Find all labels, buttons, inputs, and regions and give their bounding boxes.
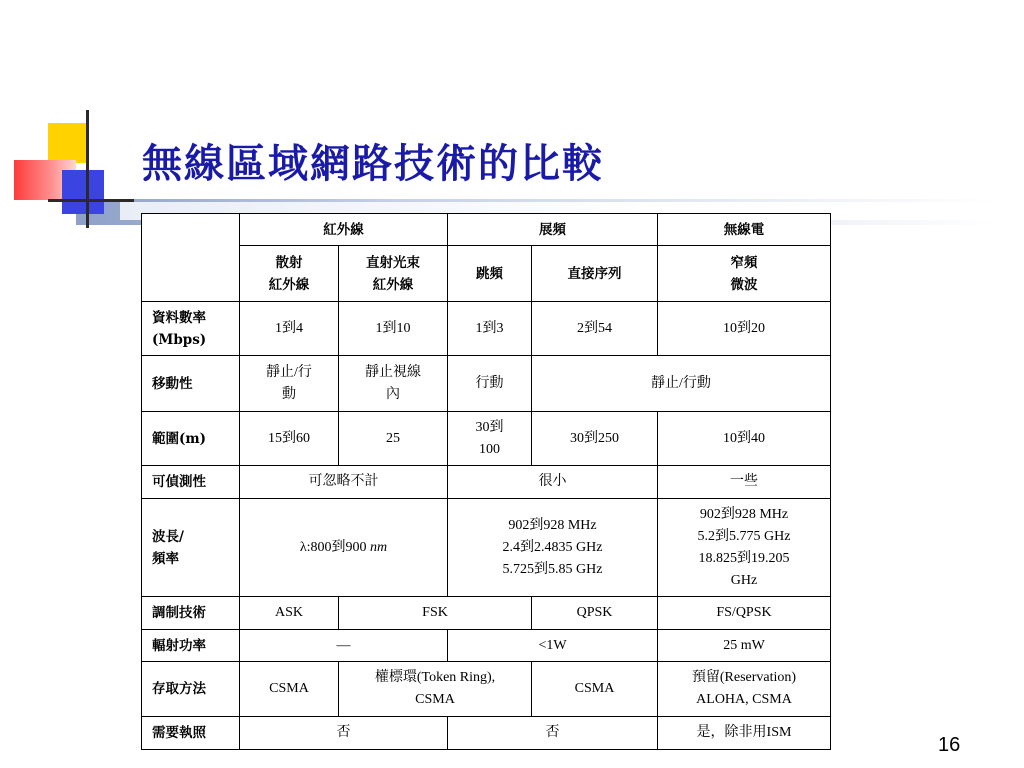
- wavelength-value: λ:800到900: [299, 539, 371, 555]
- row-label-range: 範圍(m): [142, 412, 240, 466]
- cell: 2到54: [532, 302, 658, 356]
- row-label-modulation: 調制技術: [142, 597, 240, 630]
- cell: CSMA: [532, 662, 658, 717]
- cell: 可忽略不計: [240, 466, 448, 499]
- table-row: [142, 214, 831, 246]
- cell: 靜止/行 動: [240, 356, 339, 412]
- cell: QPSK: [532, 597, 658, 630]
- row-label-detectability: 可偵測性: [142, 466, 240, 499]
- row-label-data-rate: 資料數率 (Mbps): [142, 302, 240, 356]
- cell: FSK: [339, 597, 532, 630]
- table-row: [142, 499, 831, 597]
- subheader-narrowband-microwave: 窄頻 微波: [658, 246, 831, 302]
- row-label-license-required: 需要執照: [142, 717, 240, 750]
- subheader-direct-ir: 直射光束 紅外線: [339, 246, 448, 302]
- subheader-diffuse-ir: 散射 紅外線: [240, 246, 339, 302]
- cell: 30到250: [532, 412, 658, 466]
- table-row: [142, 466, 831, 499]
- cell: 30到 100: [448, 412, 532, 466]
- cell: 902到928 MHz 2.4到2.4835 GHz 5.725到5.85 GHz: [448, 499, 658, 597]
- subheader-frequency-hopping: 跳頻: [448, 246, 532, 302]
- cell: 是，除非用ISM: [658, 717, 831, 750]
- row-label-radiated-power: 輻射功率: [142, 630, 240, 662]
- group-header-radio: 無線電: [658, 214, 831, 246]
- table-row: [142, 246, 831, 302]
- cell: 權標環(Token Ring), CSMA: [339, 662, 532, 717]
- cell: ASK: [240, 597, 339, 630]
- table-row: [142, 356, 831, 412]
- cell: 靜止/行動: [532, 356, 831, 412]
- table-row: [142, 630, 831, 662]
- cell: 25 mW: [658, 630, 831, 662]
- row-label-wavelength: 波長/ 頻率: [142, 499, 240, 597]
- comparison-table: [141, 213, 831, 750]
- decorative-yellow-square: [48, 123, 88, 163]
- group-header-spread-spectrum: 展頻: [448, 214, 658, 246]
- cell: CSMA: [240, 662, 339, 717]
- decorative-horizontal-line: [48, 199, 134, 202]
- page-number: 16: [938, 734, 961, 756]
- cell: 否: [448, 717, 658, 750]
- cell: 一些: [658, 466, 831, 499]
- table-row: [142, 662, 831, 717]
- cell: 預留(Reservation) ALOHA, CSMA: [658, 662, 831, 717]
- cell: 10到40: [658, 412, 831, 466]
- cell: FS/QPSK: [658, 597, 831, 630]
- table-row: [142, 597, 831, 630]
- table-row: [142, 717, 831, 750]
- cell: 15到60: [240, 412, 339, 466]
- cell: 1到10: [339, 302, 448, 356]
- table-row: [142, 412, 831, 466]
- cell: 10到20: [658, 302, 831, 356]
- cell: 很小: [448, 466, 658, 499]
- decorative-vertical-line: [86, 110, 89, 228]
- cell: —: [240, 630, 448, 662]
- cell: 1到3: [448, 302, 532, 356]
- subheader-direct-sequence: 直接序列: [532, 246, 658, 302]
- row-label-access-method: 存取方法: [142, 662, 240, 717]
- decorative-blue-square: [62, 170, 104, 214]
- corner-cell: [142, 214, 240, 302]
- cell-wavelength-infrared: [240, 499, 448, 597]
- wavelength-unit: nm: [370, 539, 388, 555]
- cell: 1到4: [240, 302, 339, 356]
- cell: 902到928 MHz 5.2到5.775 GHz 18.825到19.205 GHz: [658, 499, 831, 597]
- cell: 25: [339, 412, 448, 466]
- cell: 否: [240, 717, 448, 750]
- table-row: [142, 302, 831, 356]
- cell: <1W: [448, 630, 658, 662]
- group-header-infrared: 紅外線: [240, 214, 448, 246]
- cell: 行動: [448, 356, 532, 412]
- slide-title: 無線區域網路技術的比較: [142, 140, 604, 187]
- cell: 靜止視線 內: [339, 356, 448, 412]
- row-label-mobility: 移動性: [142, 356, 240, 412]
